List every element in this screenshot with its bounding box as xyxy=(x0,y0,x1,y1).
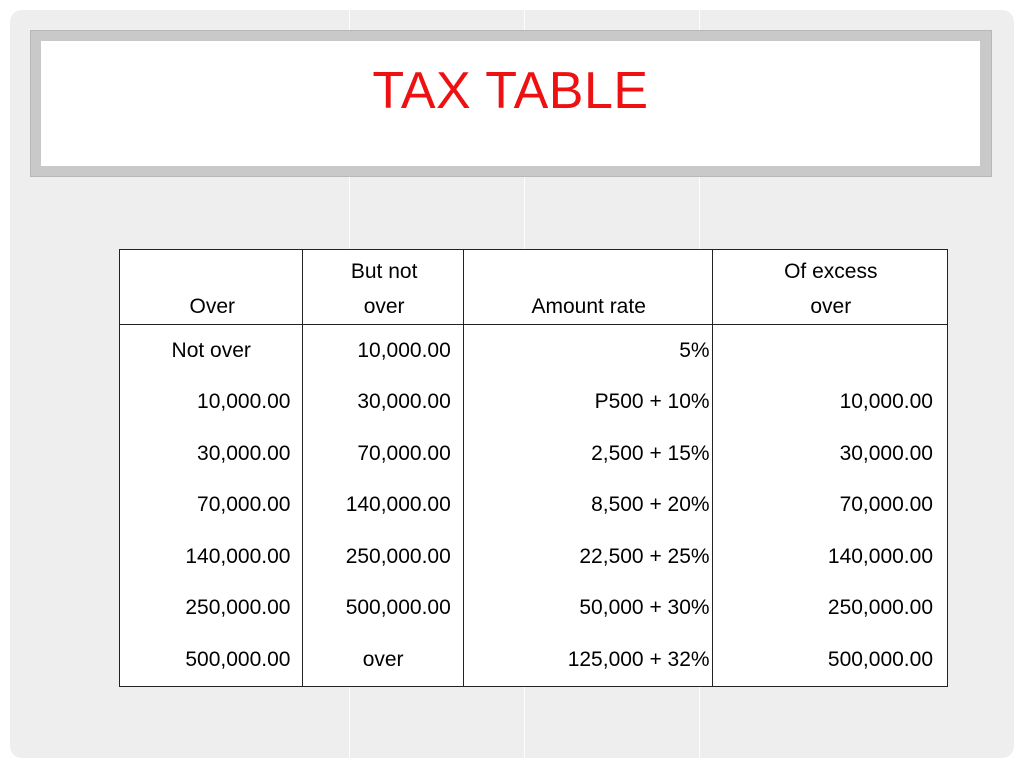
cell-over: 30,000.00 xyxy=(197,441,291,465)
header-line: Amount rate xyxy=(531,295,646,318)
cell-but-not-over: 10,000.00 xyxy=(303,325,463,377)
cell-of-excess-over: 70,000.00 xyxy=(712,480,947,532)
tax-table xyxy=(119,249,948,687)
header-but-not-over xyxy=(303,250,463,325)
table-row xyxy=(120,428,948,480)
header-line: over xyxy=(363,295,405,318)
cell-of-excess-over: 30,000.00 xyxy=(712,428,947,480)
cell-but-not-over: 30,000.00 xyxy=(303,377,463,429)
cell-of-excess-over: 10,000.00 xyxy=(712,377,947,429)
slide xyxy=(10,10,1014,758)
tax-table-header xyxy=(120,250,948,325)
header-over xyxy=(120,250,303,325)
cell-over: 500,000.00 xyxy=(185,647,291,671)
cell-amount-rate: 125,000 + 32% xyxy=(463,634,712,686)
cell-amount-rate: 50,000 + 30% xyxy=(463,583,712,635)
title-box xyxy=(41,41,980,166)
table-row xyxy=(120,531,948,583)
cell-of-excess-over: 250,000.00 xyxy=(712,583,947,635)
slide-title: TAX TABLE xyxy=(372,62,649,120)
cell-over: 70,000.00 xyxy=(197,493,291,517)
cell-over: 250,000.00 xyxy=(185,596,291,620)
tax-table-body xyxy=(120,325,948,687)
header-line: But not xyxy=(350,260,418,283)
table-row xyxy=(120,377,948,429)
header-line: Over xyxy=(189,295,235,318)
cell-of-excess-over: 500,000.00 xyxy=(712,634,947,686)
cell-amount-rate: 5% xyxy=(463,325,712,377)
cell-but-not-over: 500,000.00 xyxy=(303,583,463,635)
cell-over: 10,000.00 xyxy=(197,390,291,414)
table-row xyxy=(120,583,948,635)
header-line: Of excess xyxy=(784,260,878,283)
header-amount-rate xyxy=(463,250,712,325)
cell-but-not-over: 70,000.00 xyxy=(303,428,463,480)
cell-of-excess-over xyxy=(712,325,947,377)
cell-but-not-over: 140,000.00 xyxy=(303,480,463,532)
header-line: over xyxy=(810,295,852,318)
cell-over: Not over xyxy=(171,338,251,362)
cell-amount-rate: 2,500 + 15% xyxy=(463,428,712,480)
cell-amount-rate: P500 + 10% xyxy=(463,377,712,429)
table-row xyxy=(120,480,948,532)
cell-of-excess-over: 140,000.00 xyxy=(712,531,947,583)
header-row xyxy=(120,250,948,325)
title-frame xyxy=(30,30,992,177)
cell-but-not-over: over xyxy=(303,634,463,686)
header-of-excess-over xyxy=(712,250,947,325)
cell-over: 140,000.00 xyxy=(185,544,291,568)
cell-amount-rate: 22,500 + 25% xyxy=(463,531,712,583)
table-row xyxy=(120,634,948,686)
cell-amount-rate: 8,500 + 20% xyxy=(463,480,712,532)
cell-but-not-over: 250,000.00 xyxy=(303,531,463,583)
table-row xyxy=(120,325,948,377)
